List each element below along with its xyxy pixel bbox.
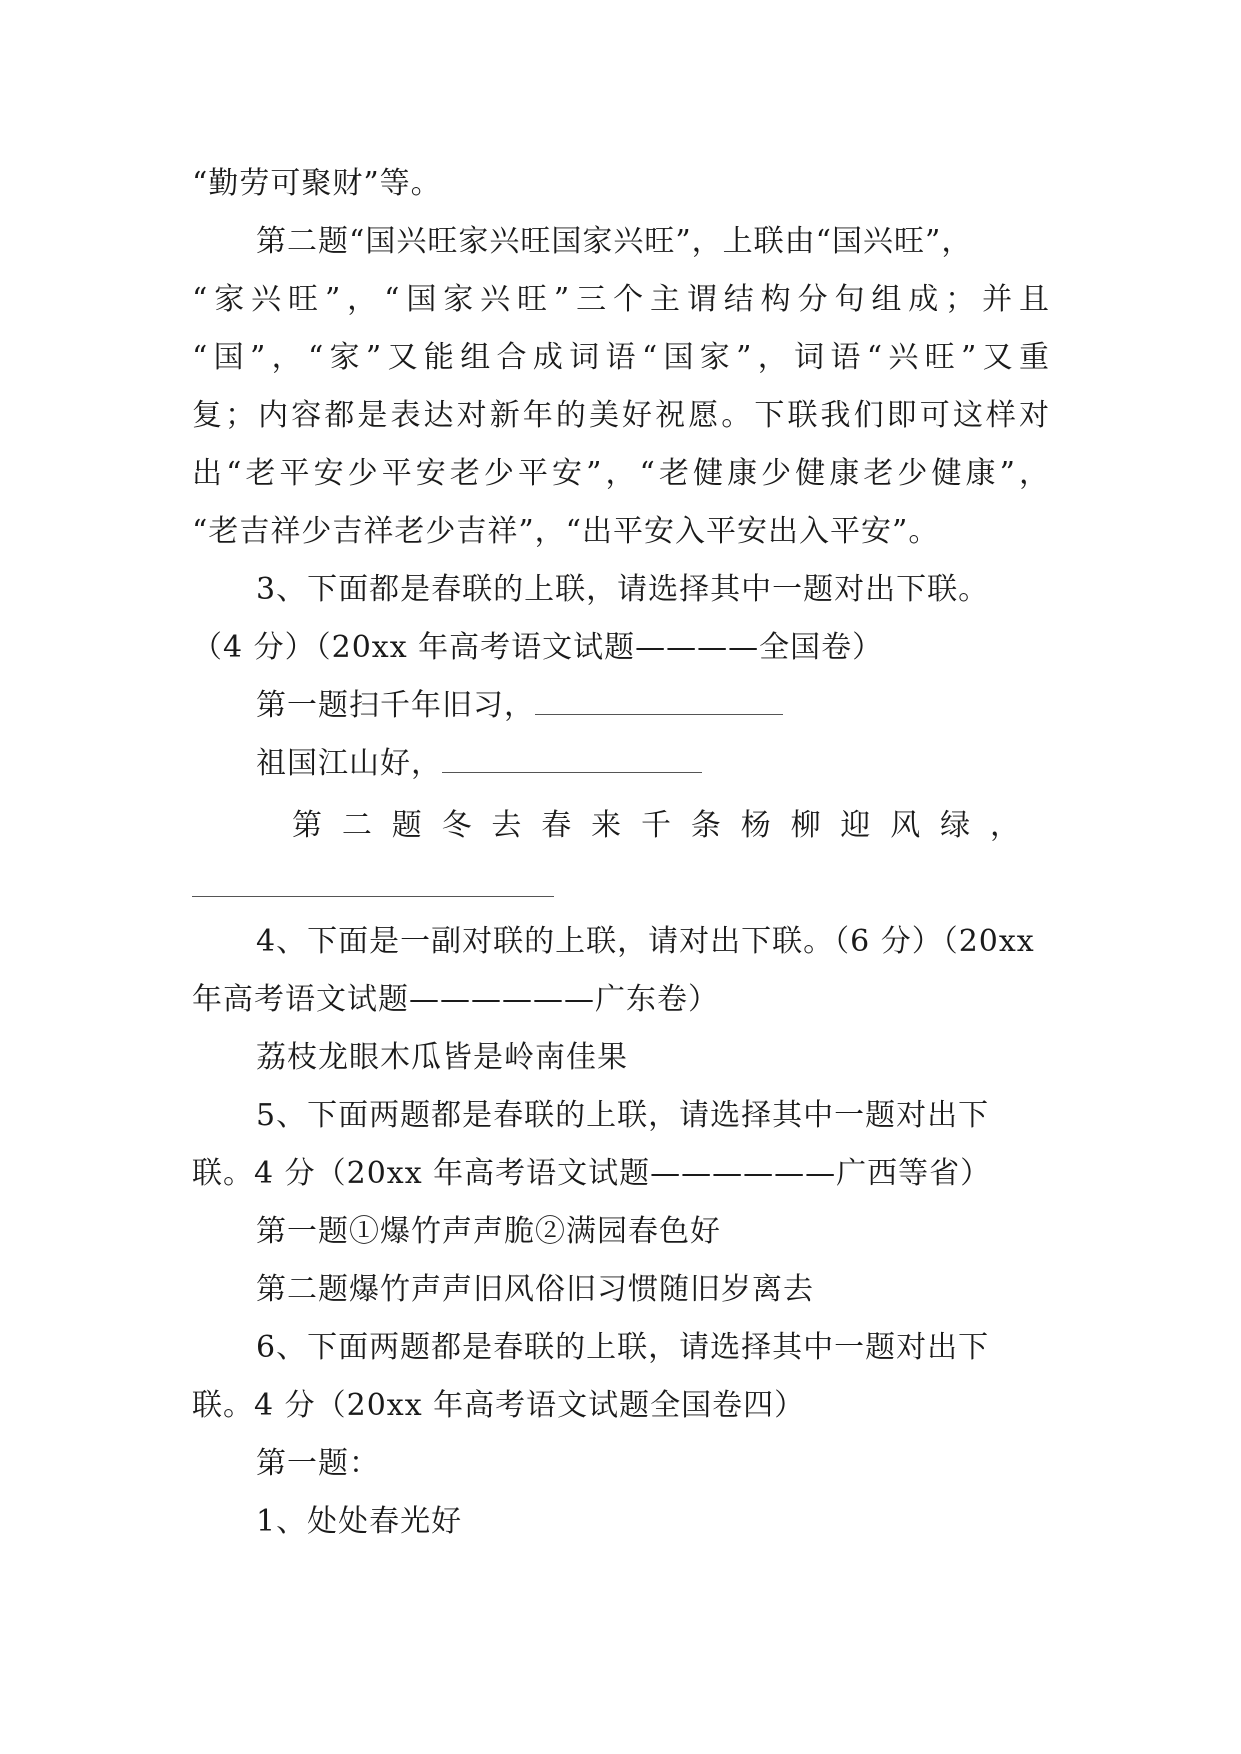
paragraph-line: “老吉祥少吉祥老少吉祥”，“出平安入平安出入平安”。 xyxy=(192,514,940,549)
couplet-line: 第二题冬去春来千条杨柳迎风绿， xyxy=(292,808,1026,843)
paragraph-line: 1、处处春光好 xyxy=(256,1504,463,1539)
couplet-line xyxy=(256,744,1114,784)
couplet-text: 祖国江山好， xyxy=(256,746,442,781)
couplet-line: 第一题①爆竹声声脆②满园春色好 xyxy=(256,1214,721,1249)
paragraph-line: 年高考语文试题——————广东卷） xyxy=(192,982,719,1017)
paragraph-line: “国”，“家”又能组合成词语“国家”，词语“兴旺”又重 xyxy=(192,340,1050,375)
answer-blank[interactable] xyxy=(192,896,554,897)
paragraph-line: 复；内容都是表达对新年的美好祝愿。下联我们即可这样对 xyxy=(192,398,1050,433)
question-heading: 4、下面是一副对联的上联，请对出下联。（6 分）（20xx xyxy=(256,924,1035,959)
paragraph-line: “家兴旺”，“国家兴旺”三个主谓结构分句组成；并且 xyxy=(192,282,1050,317)
couplet-line: 第二题爆竹声声旧风俗旧习惯随旧岁离去 xyxy=(256,1272,814,1307)
paragraph-line: “勤劳可聚财”等。 xyxy=(192,166,442,201)
paragraph-line: 联。4 分（20xx 年高考语文试题——————广西等省） xyxy=(192,1156,992,1191)
couplet-line: 荔枝龙眼木瓜皆是岭南佳果 xyxy=(256,1040,628,1075)
paragraph-line: 出“老平安少平安老少平安”，“老健康少健康老少健康”， xyxy=(192,456,1050,491)
answer-blank[interactable] xyxy=(442,746,702,773)
paragraph-line: （4 分）（20xx 年高考语文试题————全国卷） xyxy=(192,630,884,665)
paragraph-line: 第一题： xyxy=(256,1446,380,1481)
question-heading: 3、下面都是春联的上联，请选择其中一题对出下联。 xyxy=(256,572,990,607)
couplet-line xyxy=(256,686,1114,726)
answer-blank[interactable] xyxy=(535,688,783,715)
question-heading: 5、下面两题都是春联的上联，请选择其中一题对出下 xyxy=(256,1098,990,1133)
question-heading: 6、下面两题都是春联的上联，请选择其中一题对出下 xyxy=(256,1330,990,1365)
paragraph-line: 联。4 分（20xx 年高考语文试题全国卷四） xyxy=(192,1388,806,1423)
paragraph-line: 第二题“国兴旺家兴旺国家兴旺”，上联由“国兴旺”， xyxy=(256,224,973,259)
couplet-text: 第一题扫千年旧习， xyxy=(256,688,535,723)
